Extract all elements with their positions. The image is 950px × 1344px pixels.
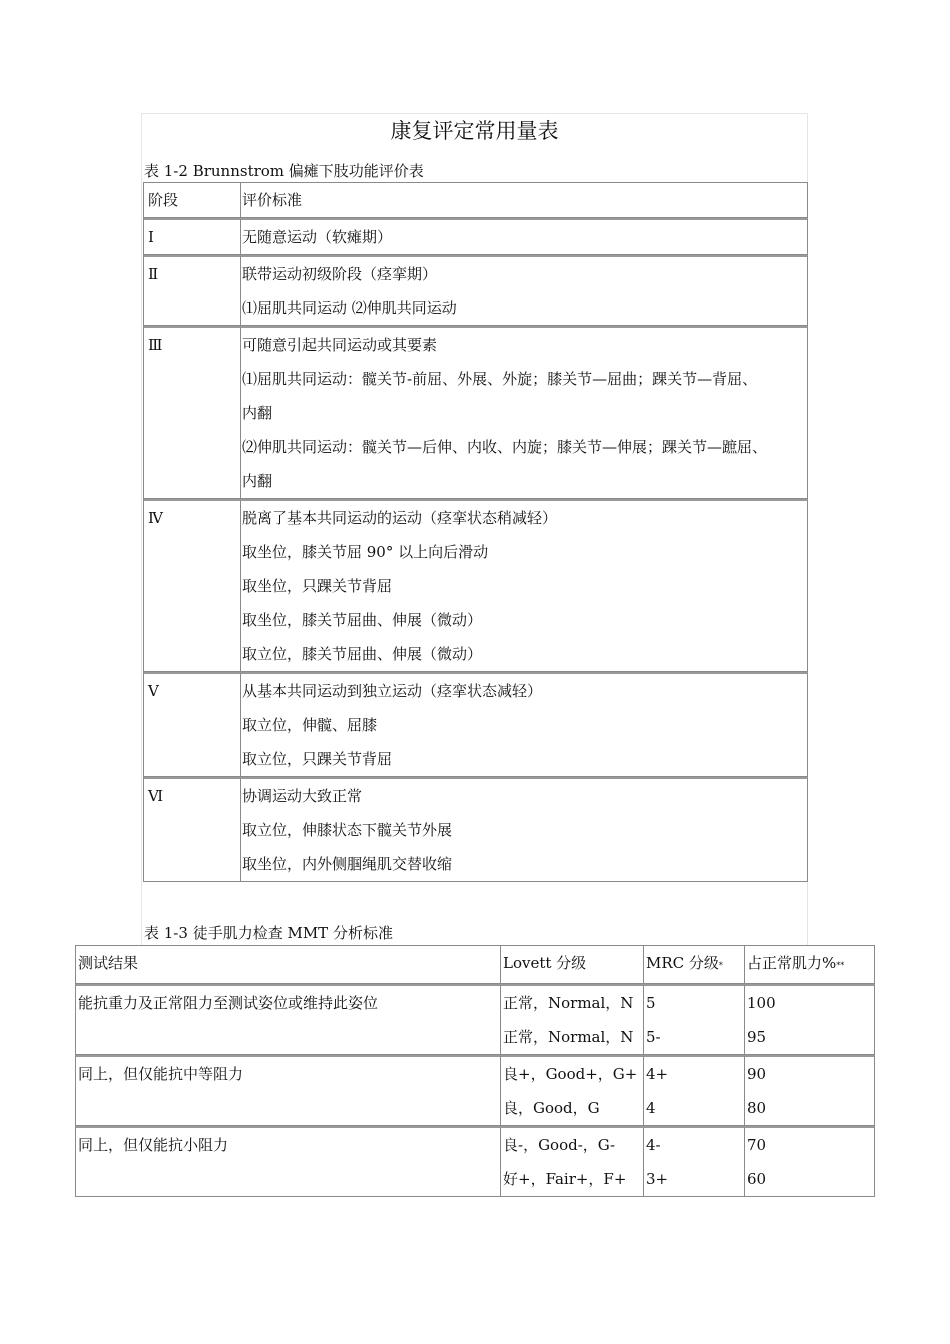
table-row: [143, 255, 808, 326]
result-cell: [75, 1126, 500, 1197]
document-title: 康复评定常用量表: [390, 119, 559, 143]
criteria-line: 联带运动初级阶段（痉挛期）: [242, 265, 438, 283]
mrc-grade: 5: [646, 994, 656, 1012]
mrc-grade: 4: [646, 1099, 656, 1117]
stage-cell: Ⅳ: [143, 499, 240, 672]
table-row: [143, 326, 808, 499]
stage-cell: Ⅴ: [143, 672, 240, 777]
criteria-line: ⑵伸肌共同运动：髋关节—后伸、内收、内旋；膝关节—伸展；踝关节—蹠屈、: [242, 438, 768, 456]
percent-cell: [744, 1126, 875, 1197]
lovett-cell: [500, 1055, 643, 1126]
table-row: [143, 218, 808, 255]
percent-cell: [744, 984, 875, 1055]
mrc-cell: [643, 984, 744, 1055]
mrc-grade: 4-: [646, 1136, 661, 1154]
percent-value: 90: [747, 1065, 767, 1083]
mrc-cell: [643, 1126, 744, 1197]
table-1-2-caption: 表 1-2 Brunnstrom 偏瘫下肢功能评价表: [144, 162, 424, 180]
table-row: [143, 777, 808, 882]
criteria-line: 协调运动大致正常: [242, 787, 363, 805]
result-text: 同上，但仅能抗小阻力: [78, 1136, 229, 1154]
percent-cell: [744, 1055, 875, 1126]
table-row: [75, 1055, 875, 1126]
criteria-line: 内翻: [242, 404, 273, 422]
table-header-row: [143, 182, 808, 218]
criteria-line: 从基本共同运动到独立运动（痉挛状态减轻）: [242, 682, 543, 700]
result-text: 同上，但仅能抗中等阻力: [78, 1065, 244, 1083]
table-row: [75, 1126, 875, 1197]
stage-cell: Ⅱ: [143, 255, 240, 326]
header-lovett: Lovett 分级: [500, 945, 643, 984]
stage-cell: Ⅰ: [143, 218, 240, 255]
percent-value: 95: [747, 1028, 767, 1046]
percent-value: 60: [747, 1170, 767, 1188]
criteria-line: 取立位，伸髋、屈膝: [242, 716, 378, 734]
lovett-grade: 好+，Fair+，F+: [503, 1170, 627, 1188]
lovett-cell: [500, 1126, 643, 1197]
result-text: 能抗重力及正常阻力至测试姿位或维持此姿位: [78, 994, 379, 1012]
header-percent: [744, 945, 875, 984]
stage-cell: Ⅵ: [143, 777, 240, 882]
criteria-cell: [240, 672, 808, 777]
table-1-3-caption: 表 1-3 徒手肌力检查 MMT 分析标准: [144, 924, 393, 942]
criteria-line: 无随意运动（软瘫期）: [242, 228, 393, 246]
criteria-line: ⑴屈肌共同运动 ⑵伸肌共同运动: [242, 299, 457, 317]
lovett-grade: 良-，Good-，G-: [503, 1136, 616, 1154]
criteria-line: 取坐位，只踝关节背屈: [242, 577, 393, 595]
brunnstrom-table: [143, 182, 808, 882]
criteria-line: 取坐位，内外侧腘绳肌交替收缩: [242, 855, 453, 873]
criteria-line: 取立位，膝关节屈曲、伸展（微动）: [242, 645, 483, 663]
table-row: [75, 984, 875, 1055]
header-mrc-mark: *: [718, 961, 723, 970]
header-mrc: [643, 945, 744, 984]
criteria-line: 取立位，伸膝状态下髋关节外展: [242, 821, 453, 839]
lovett-grade: 正常，Normal，N: [503, 1028, 634, 1046]
criteria-line: 脱离了基本共同运动的运动（痉挛状态稍减轻）: [242, 509, 558, 527]
stage-cell: Ⅲ: [143, 326, 240, 499]
criteria-line: 可随意引起共同运动或其要素: [242, 336, 438, 354]
header-stage: 阶段: [143, 182, 240, 218]
percent-value: 80: [747, 1099, 767, 1117]
lovett-grade: 良+，Good+，G+: [503, 1065, 638, 1083]
criteria-line: 取坐位，膝关节屈曲、伸展（微动）: [242, 611, 483, 629]
mrc-cell: [643, 1055, 744, 1126]
header-result: 测试结果: [75, 945, 500, 984]
mmt-table: [75, 945, 875, 1197]
criteria-line: 取坐位，膝关节屈 90° 以上向后滑动: [242, 543, 489, 561]
criteria-cell: [240, 326, 808, 499]
result-cell: [75, 984, 500, 1055]
table-header-row: [75, 945, 875, 984]
criteria-cell: [240, 499, 808, 672]
header-mrc-label: MRC 分级: [646, 954, 719, 972]
criteria-cell: [240, 777, 808, 882]
table-row: [143, 499, 808, 672]
mrc-grade: 5-: [646, 1028, 661, 1046]
criteria-line: 内翻: [242, 472, 273, 490]
mrc-grade: 4+: [646, 1065, 669, 1083]
criteria-line: ⑴屈肌共同运动：髋关节-前屈、外展、外旋；膝关节—屈曲；踝关节—背屈、: [242, 370, 758, 388]
header-percent-label: 占正常肌力%: [747, 954, 837, 972]
mrc-grade: 3+: [646, 1170, 669, 1188]
table-row: [143, 672, 808, 777]
percent-value: 70: [747, 1136, 767, 1154]
criteria-cell: [240, 218, 808, 255]
result-cell: [75, 1055, 500, 1126]
percent-value: 100: [747, 994, 776, 1012]
header-criteria: 评价标准: [240, 182, 808, 218]
lovett-grade: 正常，Normal，N: [503, 994, 634, 1012]
header-percent-mark: **: [836, 961, 845, 970]
lovett-grade: 良，Good，G: [503, 1099, 600, 1117]
criteria-cell: [240, 255, 808, 326]
criteria-line: 取立位，只踝关节背屈: [242, 750, 393, 768]
lovett-cell: [500, 984, 643, 1055]
